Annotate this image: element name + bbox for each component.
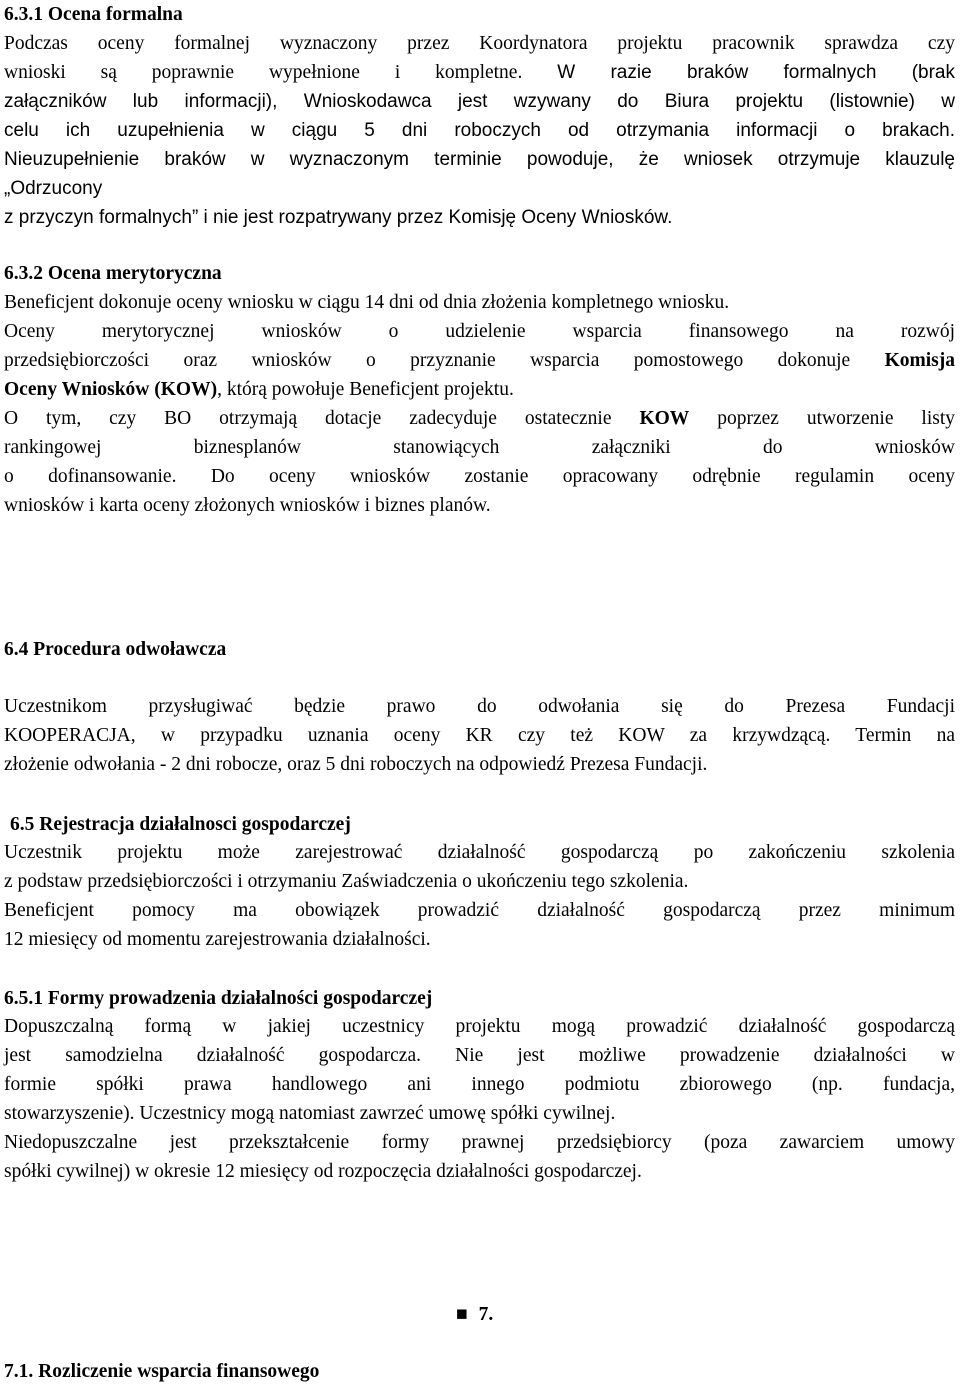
paragraph-6-5-1 bbox=[4, 1012, 955, 1186]
text-line: 12 miesięcy od momentu zarejestrowania działalności. bbox=[4, 929, 431, 950]
text-line: Oceny Wniosków (KOW), którą powołuje Beneficjent projektu. bbox=[4, 379, 514, 400]
text-line: spółki cywilnej) w okresie 12 miesięcy od rozpoczęcia działalności gospodarczej. bbox=[4, 1161, 642, 1182]
text-line: O tym, czy BO otrzymają dotacje zadecyduje ostatecznie KOW poprzez utworzenie listy bbox=[4, 408, 956, 429]
section-7-marker bbox=[456, 1300, 493, 1329]
text-line: o dofinansowanie. Do oceny wniosków zostanie opracowany odrębnie regulamin oceny bbox=[4, 466, 956, 487]
text-line: przedsiębiorczości oraz wniosków o przyznanie wsparcia pomostowego dokonuje Komisja bbox=[4, 350, 956, 371]
text-line: Uczestnik projektu może zarejestrować działalność gospodarczą po zakończeniu szkolenia bbox=[4, 842, 955, 863]
text-line: jest samodzielna działalność gospodarcza. Nie jest możliwe prowadzenie działalności w bbox=[4, 1045, 955, 1066]
heading-7-1: 7.1. Rozliczenie wsparcia finansowego bbox=[4, 1361, 320, 1382]
text-line: Dopuszczalną formą w jakiej uczestnicy projektu mogą prowadzić działalność gospodarczą bbox=[4, 1016, 955, 1037]
text-line: Nieuzupełnienie braków w wyznaczonym terminie powoduje, że wniosek otrzymuje klauzulę bbox=[4, 149, 955, 170]
text-line: stowarzyszenie). Uczestnicy mogą natomiast zawrzeć umowę spółki cywilnej. bbox=[4, 1103, 616, 1124]
text-line: celu ich uzupełnienia w ciągu 5 dni roboczych od otrzymania informacji o brakach. bbox=[4, 120, 955, 141]
bullet-icon: ■ bbox=[456, 1304, 468, 1325]
text-line: formie spółki prawa handlowego ani innego podmiotu zbiorowego (np. fundacja, bbox=[4, 1074, 955, 1095]
text-line: Oceny merytorycznej wniosków o udzielenie wsparcia finansowego na rozwój bbox=[4, 321, 955, 342]
text-line: z podstaw przedsiębiorczości i otrzymaniu Zaświadczenia o ukończeniu tego szkolenia. bbox=[4, 871, 689, 892]
heading-6-5-1: 6.5.1 Formy prowadzenia działalności gospodarczej bbox=[4, 988, 433, 1009]
paragraph-6-3-2 bbox=[4, 288, 955, 520]
text-line: Beneficjent dokonuje oceny wniosku w ciągu 14 dni od dnia złożenia kompletnego wniosku. bbox=[4, 292, 730, 313]
text-line: Beneficjent pomocy ma obowiązek prowadzić działalność gospodarczą przez minimum bbox=[4, 900, 955, 921]
text-line: „Odrzucony bbox=[4, 178, 103, 199]
text-line: wniosków i karta oceny złożonych wniosków i biznes planów. bbox=[4, 495, 491, 516]
heading-7: 7. bbox=[478, 1304, 494, 1325]
heading-6-5: 6.5 Rejestracja działalnosci gospodarczej bbox=[10, 814, 351, 835]
text-line: złożenie odwołania - 2 dni robocze, oraz 5 dni roboczych na odpowiedź Prezesa Fundacji. bbox=[4, 754, 708, 775]
text-line: wnioski są poprawnie wypełnione i kompletne. W razie braków formalnych (brak bbox=[4, 62, 955, 83]
heading-6-3-1: 6.3.1 Ocena formalna bbox=[4, 4, 183, 25]
text-line: z przyczyn formalnych” i nie jest rozpatrywany przez Komisję Oceny Wniosków. bbox=[4, 207, 673, 228]
text-line: KOOPERACJA, w przypadku uznania oceny KR czy też KOW za krzywdzącą. Termin na bbox=[4, 725, 955, 746]
heading-6-4: 6.4 Procedura odwoławcza bbox=[4, 639, 227, 660]
text-line: Niedopuszczalne jest przekształcenie formy prawnej przedsiębiorcy (poza zawarciem umowy bbox=[4, 1132, 955, 1153]
text-line: Uczestnikom przysługiwać będzie prawo do odwołania się do Prezesa Fundacji bbox=[4, 696, 955, 717]
heading-6-3-2: 6.3.2 Ocena merytoryczna bbox=[4, 263, 222, 284]
paragraph-6-3-1 bbox=[4, 29, 955, 232]
text-line: rankingowej biznesplanów stanowiących załączniki do wniosków bbox=[4, 437, 955, 458]
text-line: załączników lub informacji), Wnioskodawca jest wzywany do Biura projektu (listownie) w bbox=[4, 91, 955, 112]
text-line: Podczas oceny formalnej wyznaczony przez Koordynatora projektu pracownik sprawdza czy bbox=[4, 33, 955, 54]
paragraph-6-4 bbox=[4, 692, 955, 779]
paragraph-6-5 bbox=[4, 838, 955, 954]
